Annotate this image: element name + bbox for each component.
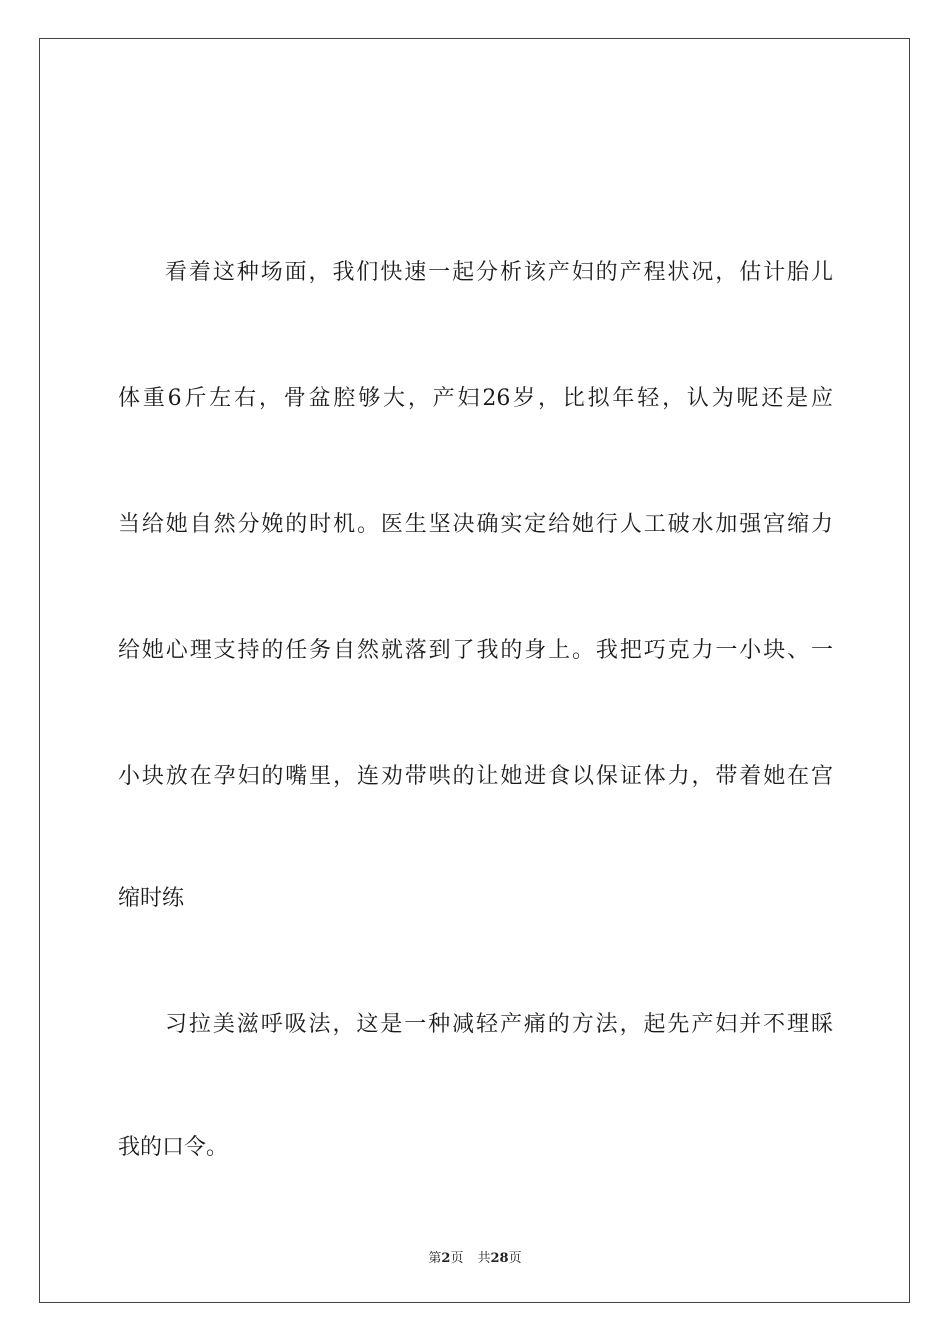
paragraph-line: 缩时练 [118,886,185,911]
paragraph-line: 习拉美滋呼吸法，这是一种减轻产痛的方法，起先产妇并不理睬 [165,1012,833,1037]
paragraph-line: 给她心理支持的任务自然就落到了我的身上。我把巧克力一小块、一 [118,638,833,663]
paragraph-line: 小块放在孕妇的嘴里，连劝带哄的让她进食以保证体力，带着她在宫 [118,764,833,789]
total-suffix: 页 [508,1251,522,1266]
page-border [39,38,910,1303]
page-prefix: 第 [428,1251,442,1266]
total-prefix: 共 [477,1251,491,1266]
page-footer [0,1247,950,1266]
paragraph-line: 当给她自然分娩的时机。医生坚决确实定给她行人工破水加强宫缩力 [118,512,833,537]
paragraph-line: 体重6斤左右，骨盆腔够大，产妇26岁，比拟年轻，认为呢还是应 [118,386,833,411]
paragraph-line: 看着这种场面，我们快速一起分析该产妇的产程状况，估计胎儿 [165,260,833,285]
total-pages: 28 [490,1251,509,1266]
page-suffix: 页 [450,1251,464,1266]
page-number: 2 [441,1251,451,1266]
paragraph-line: 我的口令。 [118,1135,229,1160]
